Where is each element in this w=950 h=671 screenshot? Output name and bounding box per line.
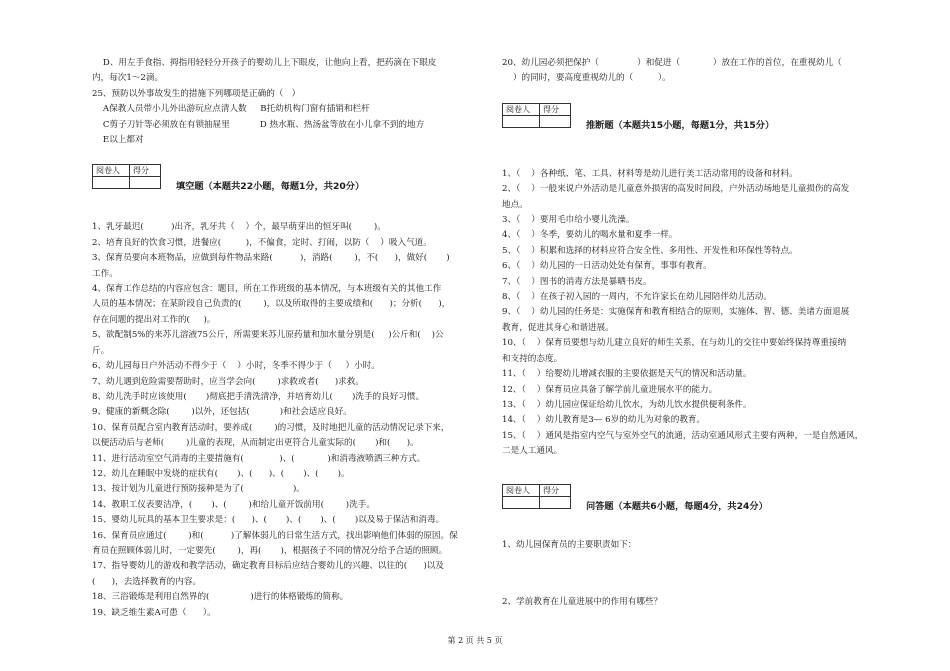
question-line: 6、（ ）幼儿园的一日活动处处有保育，事事有教育。 [502,261,712,272]
question-line: 5、（ ）积累和选择的材料应符合安全性、多用性、开发性和环保性等特点。 [502,245,798,256]
text-line: ）的同时，要高度重视幼儿的（ ）。 [502,73,671,84]
section-title: 填空题（本题共22小题，每题1分，共20分） [176,181,365,193]
qa-section-header [502,484,898,516]
question-line: 13、按计划为儿童进行预防接种是为了( )。 [92,484,305,495]
question-line: 5、欲配制5%的来苏儿溶液75公斤，所需要来苏儿原药量和加水量分别是( )公斤和( )公 [92,330,444,341]
question-line: 8、（ ）在孩子初入园的一周内，不允许家长在幼儿园陪伴幼儿活动。 [502,292,772,303]
question-line: 2、（ ）一般来说户外活动是儿童意外损害的高发时间段，户外活动场地是儿童损伤的高发 [502,184,850,195]
score-cell [540,496,571,508]
question-line: 和支持的态度。 [502,353,563,364]
question-line: 地点。 [502,199,528,210]
question-line: ( )，去选择教育的内容。 [92,576,202,587]
question-line: 11、进行活动室空气消毒的主要措施有( )、( )和消毒液喷洒三种方式。 [92,453,426,464]
text-line: 20、幼儿园必须把保护（ ）和促进（ ）放在工作的首位，在重视幼儿（ [502,58,842,68]
question-line: 14、（ ）幼儿教育是3— 6岁的幼儿为对象的教育。 [502,415,706,426]
score-cell [540,115,571,127]
question-line: 1、乳牙最迟( )出齐，乳牙共（ ）个，最早萌芽出的恒牙叫( )。 [92,222,386,233]
question-line: 10、（ ）保育员要想与幼儿建立良好的师生关系，在与幼儿的交往中要始终保持尊重接纳 [502,338,847,349]
question-line: 3、（ ）要用毛巾给小婴儿洗澡。 [502,215,635,226]
question-line: 19、缺乏维生素A可患（ ）。 [92,607,216,618]
question-line: 9、（ ）幼儿园的任务是：实施保育和教育相结合的原则，实施体、智、德、美诸方面退展 [502,307,850,318]
question-line: 存在问题的提出对工作的( )。 [92,314,216,325]
score-label: 得分 [130,165,161,177]
text-line: C剪子刀针等必须放在有锁抽屉里 D 热水瓶、热汤盆等放在小儿拿不到的地方 [92,119,425,130]
question-line: 7、（ ）图书的消毒方法是暴晒书皮。 [502,276,652,287]
grader-cell [93,177,130,189]
question-line: 以便活动后与老师( )儿童的表现，从而制定出更符合儿童实际的( )和( )。 [92,438,419,449]
question-line: 二是人工通风。 [502,446,563,457]
text-line: A保教人员带小儿外出游玩应点清人数 B托幼机构门窗有插销和栏杆 [92,104,370,115]
text-line: 25、预防以外事故发生的措施下列哪项是正确的（ ） [92,88,301,99]
section-title: 推断题（本题共15小题，每题1分，共15分） [586,119,775,131]
question-line: 人员的基本情况；在某阶段自己负责的( )，以及所取得的主要成绩和( )；分析( )， [92,299,451,310]
fill-blank-section-header [92,164,492,196]
question-line: 18、三浴锻炼是利用自然界的( )进行的体格锻炼的简称。 [92,592,349,603]
question-line: 斤。 [92,345,110,356]
question-line: 7、幼儿遇到危险需要帮助时，应当学会向( )求救或者( )求救。 [92,376,364,387]
question-line: 育员在照顾体弱儿时，一定要先( )，再( )，根据孩子不同的情况分给予合适的照顾。 [92,545,448,556]
score-label: 得分 [540,484,571,496]
text-line: E以上都对 [92,135,144,146]
grader-label: 阅卷人 [93,165,130,177]
question-line: 13、（ ）幼儿园应保证给幼儿饮水，为幼儿饮水提供便利条件。 [502,399,752,410]
right-column [502,56,898,610]
question-line: 6、幼儿园每日户外活动不得少于（ ）小时，冬季不得少于（ ）小时。 [92,361,380,372]
question-line: 3、保育员要向本班物品，应做到每件物品来路( )，消路( )，不( )，做好( ) [92,253,450,264]
question-line: 14、教职工仪表要洁净，( )、( )和给儿童开饭前用( )洗手。 [92,499,375,510]
grader-label: 阅卷人 [503,484,540,496]
question-line: 10、保育员配合室内教育活动时，要养成( )的习惯，及时地把儿童的活动情况记录下来， [92,422,450,433]
question-line: 11、（ ）给婴幼儿增减衣服的主要依据是天气的情况和活动量。 [502,369,752,380]
qa-question-2: 2、学前教育在儿童进展中的作用有哪些？ [502,596,663,607]
text-line: 内，每次1～2滴。 [92,73,164,84]
left-intro [92,56,492,148]
question-line: 16、保育员应通过( )和( )了解体弱儿的日常生活方式，找出影响他们体弱的原因。保 [92,530,458,541]
question-line: 教育，促进其身心和谐进展。 [502,322,614,333]
question-line: 4、（ ）冬季，要幼儿的喝水量和夏季一样。 [502,230,678,241]
score-box [502,484,571,509]
question-line: 9、健康的新概念除( )以外，还包括( )和社会适应良好。 [92,407,352,418]
question-line: 12、幼儿在睡眠中发烧的症状有( )、( )、( )、( )。 [92,468,350,479]
question-line: 2、培育良好的饮食习惯，进餐应( )，不偏食，定时、打闹，以防（ ）吸入气道。 [92,237,432,248]
qa-question-1: 1、幼儿园保育员的主要职责如下： [502,539,637,550]
judge-questions [502,167,898,460]
fill-blank-questions [92,220,492,621]
section-title: 问答题（本题共6小题，每题4分，共24分） [586,500,768,512]
question-line: 17、指导婴幼儿的游戏和教学活动，确定教育目标后应结合婴幼儿的兴趣、以往的( )以及 [92,561,445,572]
grader-cell [503,115,540,127]
left-column [92,56,492,621]
page-number: 第 2 页 共 5 页 [447,636,503,645]
question-line: 1、（ ）各种纸、笔、工具、材料等是幼儿进行美工活动常用的设备和材料。 [502,168,798,179]
question-line: 12、（ ）保育员应具备了解学前儿童进展水平的能力。 [502,384,718,395]
grader-label: 阅卷人 [503,103,540,115]
score-label: 得分 [540,103,571,115]
text-line: D、用左手食指、拇指用轻轻分开孩子的婴幼儿上下眼皮，让他向上看，把药滴在下眼皮 [92,58,437,68]
question-line: 8、幼儿洗手时应该使用( )彻底把手清洗清净，并培育幼儿( )洗手的良好习惯。 [92,391,425,402]
right-intro [502,56,898,87]
score-cell [130,177,161,189]
question-line: 工作。 [92,268,118,279]
question-line: 4、保育工作总结的内容应包含：题目，所在工作班级的基本情况，与本班级有关的其他工作 [92,284,442,295]
grader-cell [503,496,540,508]
question-line: 15、（ ）通风是指室内空气与室外空气的流通，活动室通风形式主要有两种，一是自然通风， [502,430,864,441]
question-line: 15、婴幼儿玩具的基本卫生要求是：( )、( )、( )、( )以及易于保洁和消毒。 [92,515,445,526]
score-box [92,164,161,189]
judge-section-header [502,103,898,135]
score-box [502,103,571,128]
